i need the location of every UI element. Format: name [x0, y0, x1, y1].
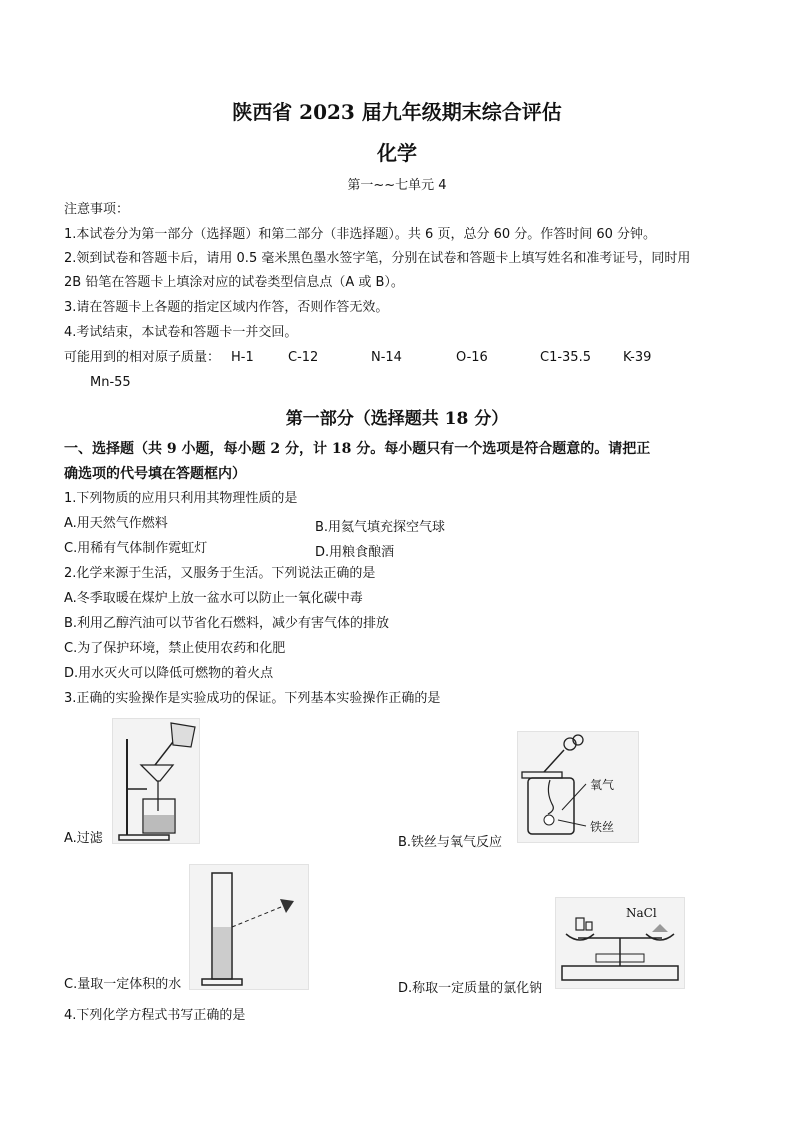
atomic-mass: C-12 — [288, 350, 319, 365]
subject-title: 化学 — [377, 141, 417, 165]
atomic-mass-label: 可能用到的相对原子质量： — [64, 350, 221, 365]
option: D.用水灭火可以降低可燃物的着火点 — [64, 666, 274, 681]
iron-oxygen-figure — [517, 731, 639, 843]
part1-title: 第一部分（选择题共 18 分） — [285, 409, 509, 429]
note-item: 4.考试结束，本试卷和答题卡一并交回。 — [64, 325, 298, 340]
option: C.用稀有气体制作霓虹灯 — [64, 541, 208, 556]
atomic-mass: H-1 — [231, 350, 254, 365]
balance-figure — [555, 897, 685, 989]
option: B.利用乙醇汽油可以节省化石燃料，减少有害气体的排放 — [64, 616, 390, 631]
option: B.铁丝与氧气反应 — [398, 835, 503, 850]
atomic-mass: C1-35.5 — [540, 350, 591, 365]
part1-instructions: 确选项的代号填在答题框内） — [64, 466, 246, 482]
question-stem: 4.下列化学方程式书写正确的是 — [64, 1008, 246, 1023]
note-item: 2B 铅笔在答题卡上填涂对应的试卷类型信息点（A 或 B）。 — [64, 275, 404, 290]
question-stem: 3.正确的实验操作是实验成功的保证。下列基本实验操作正确的是 — [64, 691, 441, 706]
exam-title: 陕西省 2023 届九年级期末综合评估 — [232, 100, 562, 124]
note-item: 3.请在答题卡上各题的指定区域内作答，否则作答无效。 — [64, 300, 389, 315]
option: A.冬季取暖在煤炉上放一盆水可以防止一氧化碳中毒 — [64, 591, 363, 606]
iron-wire-label: 铁丝 — [590, 820, 615, 834]
note-item: 1.本试卷分为第一部分（选择题）和第二部分（非选择题）。共 6 页，总分 60 分。作答时间 60 分钟。 — [64, 227, 657, 242]
part1-instructions: 一、选择题（共 9 小题，每小题 2 分，计 18 分。每小题只有一个选项是符合题意的。请把正 — [64, 441, 651, 457]
option: A.过滤 — [64, 831, 103, 846]
option: B.用氦气填充探空气球 — [315, 520, 446, 535]
note-item: 2.领到试卷和答题卡后，请用 0.5 毫米黑色墨水签字笔，分别在试卷和答题卡上填写姓名和准考证号，同时用 — [64, 251, 691, 266]
option: A.用天然气作燃料 — [64, 516, 168, 531]
notes-heading: 注意事项： — [64, 202, 130, 217]
option: D.称取一定质量的氯化钠 — [398, 981, 543, 996]
graduated-cylinder-figure — [189, 864, 309, 990]
oxygen-label: 氧气 — [590, 778, 615, 792]
atomic-mass: N-14 — [371, 350, 402, 365]
option: D.用粮食酿酒 — [315, 545, 395, 560]
option: C.为了保护环境，禁止使用农药和化肥 — [64, 641, 286, 656]
option: C.量取一定体积的水 — [64, 977, 182, 992]
question-stem: 2.化学来源于生活，又服务于生活。下列说法正确的是 — [64, 566, 376, 581]
atomic-mass: K-39 — [623, 350, 652, 365]
nacl-label: NaCl — [626, 906, 657, 920]
atomic-mass: O-16 — [456, 350, 488, 365]
atomic-mass: Mn-55 — [90, 375, 131, 390]
filtration-figure — [112, 718, 200, 844]
question-stem: 1.下列物质的应用只利用其物理性质的是 — [64, 491, 298, 506]
scope-subtitle: 第一~~七单元 4 — [347, 178, 447, 193]
